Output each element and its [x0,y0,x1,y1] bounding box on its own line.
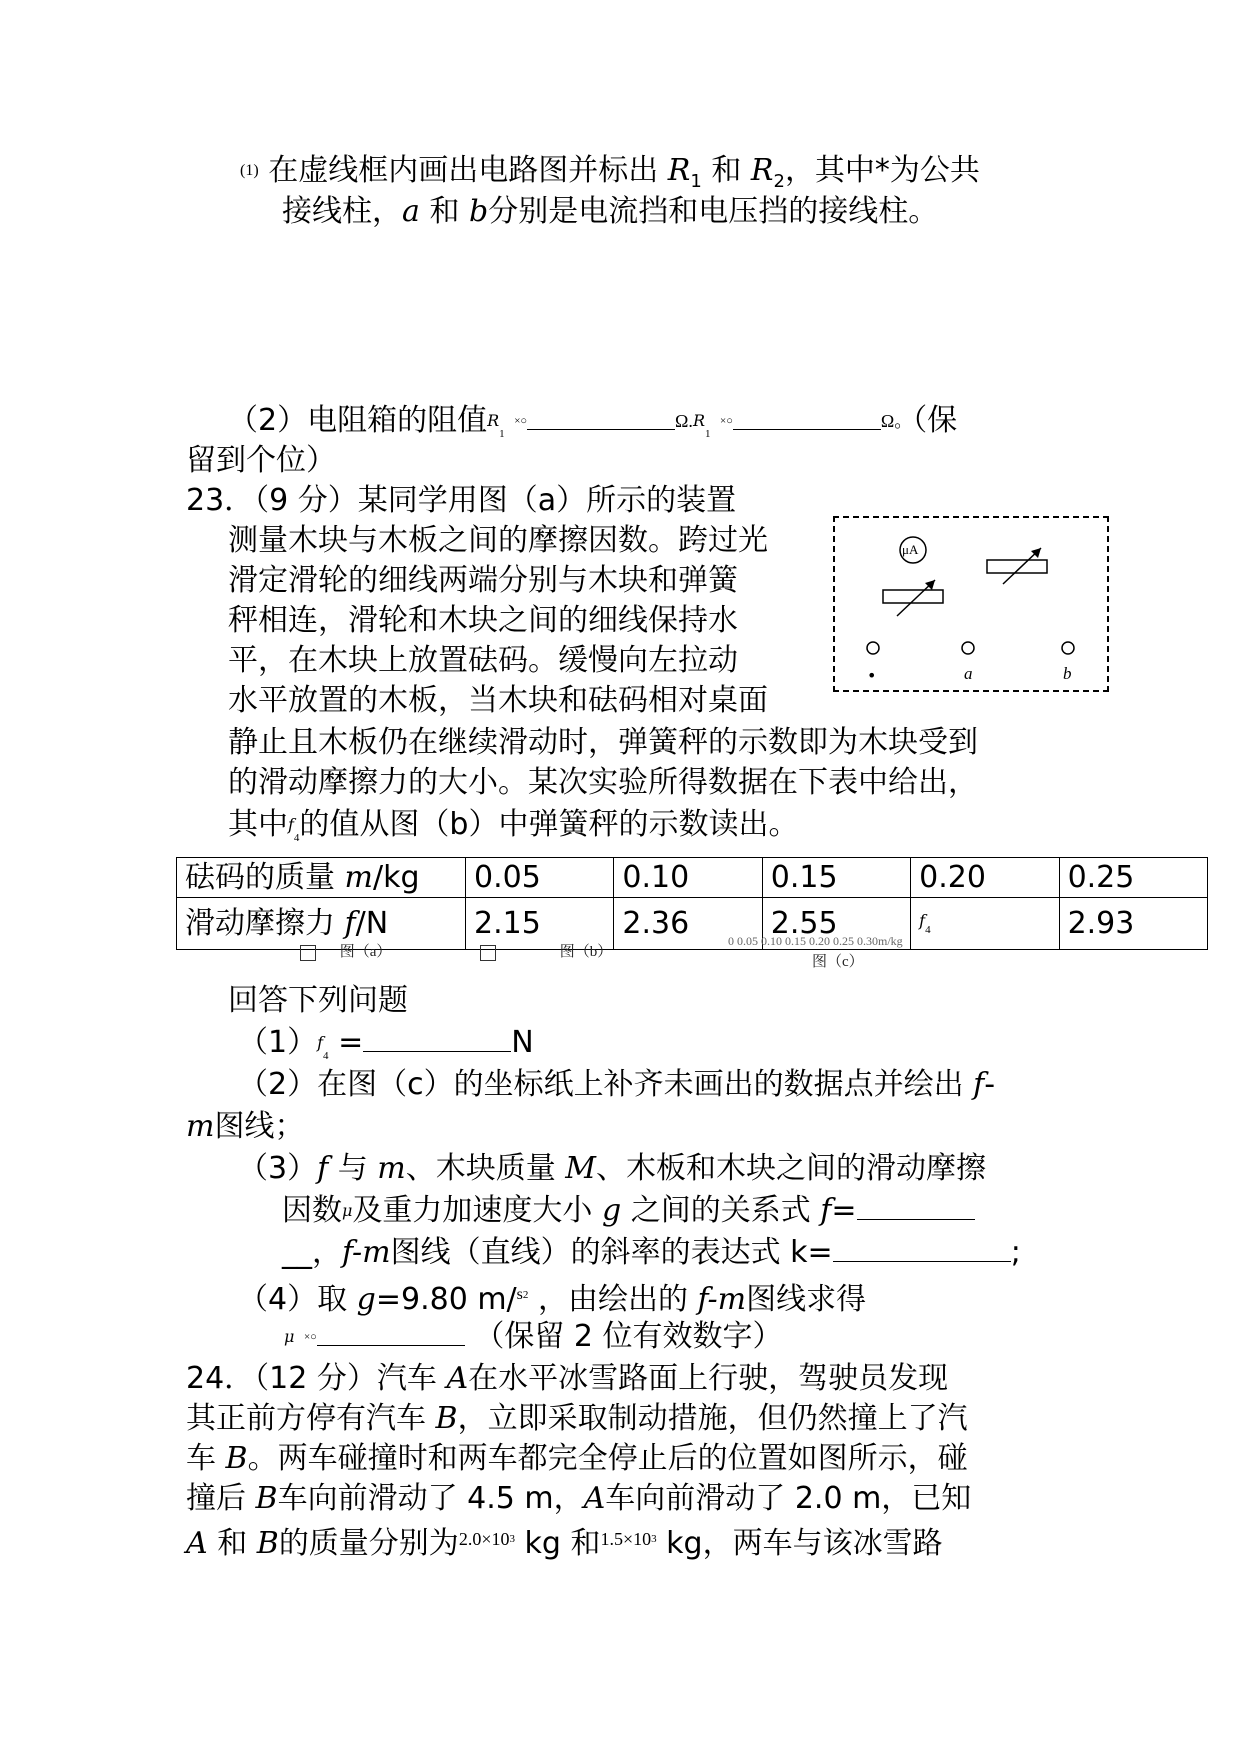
q23-answer-4-line1: （4）取 g=9.80 m/$^{s2}$ ，由绘出的 f-m图线求得 [238,1282,867,1317]
terminal-common [867,642,879,654]
q22-part1-line1: $^{(1)}$ 在虚线框内画出电路图并标出 $R_1$ 和 $R_2$，其中*为公共 [240,153,980,192]
q23-line5: 平，在木块上放置砝码。缓慢向左拉动 [228,643,738,678]
fig-c-caption: 图（c） [812,954,864,970]
q23-answer-3-line2: 因数$^\mu$及重力加速度大小 g 之间的关系式 f= [282,1192,975,1230]
table-header-friction: 滑动摩擦力 f/N [177,898,466,950]
q22-part1-line2: 接线柱，a 和 b分别是电流挡和电压挡的接线柱。 [282,194,939,229]
q23-line6: 水平放置的木板，当木块和砝码相对桌面 [228,683,768,718]
q23-answer-1: $(1)^f_4 = N$ [238,1025,534,1062]
table-cell: 0.20 [911,858,1059,898]
q23-line2: 测量木块与木板之间的摩擦因数。跨过光 [228,523,768,558]
q23-line1: 23．（9 分）某同学用图（a）所示的装置 [186,483,737,518]
q24-line4: 撞后 B车向前滑动了 4.5 m，A车向前滑动了 2.0 m，已知 [186,1481,972,1516]
table-cell: 0.05 [466,858,614,898]
q23-answer-2-line1: （2）在图（c）的坐标纸上补齐未画出的数据点并绘出 f- [238,1067,996,1102]
q24-line3: 车 B。两车碰撞时和两车都完全停止后的位置如图所示，碰 [186,1441,968,1476]
q23-line8: 的滑动摩擦力的大小。某次实验所得数据在下表中给出， [228,765,978,800]
answer-blank-f4[interactable] [363,1025,511,1052]
answer-blank-r2[interactable] [733,403,881,430]
table-cell: 2.55 [762,898,910,950]
q22-part1-number: (1) [240,162,259,179]
table-cell: 2.15 [466,898,614,950]
table-cell: 0.10 [614,858,762,898]
circuit-diagram-box [833,516,1109,692]
q23-line9: 其中$^f_4$的值从图（b）中弹簧秤的示数读出。 [228,807,799,844]
table-cell: 2.36 [614,898,762,950]
terminal-b-label: b [1063,664,1072,683]
table-cell: 0.25 [1059,858,1207,898]
table-row [177,858,1208,898]
answer-blank-slope[interactable] [833,1235,1011,1262]
table-cell-f4: $f_4$ [911,898,1059,950]
fig-c-axis-labels: 0 0.05 0.10 0.15 0.20 0.25 0.30m/kg [728,934,903,948]
q24-line1: 24．（12 分）汽车 A在水平冰雪路面上行驶，驾驶员发现 [186,1361,949,1396]
q23-answer-3-line3: __，f-m图线（直线）的斜率的表达式 k= ; [282,1235,1021,1270]
q22-part2-line2: 留到个位） [186,443,336,478]
q24-line2: 其正前方停有汽车 B，立即采取制动措施，但仍然撞上了汽 [186,1401,968,1436]
table-cell: 2.93 [1059,898,1207,950]
q23-answer-3-line1: （3）f 与 m、木块质量 M、木板和木块之间的滑动摩擦 [238,1151,987,1186]
microammeter-label: μA [902,542,919,557]
q23-line3: 滑定滑轮的细线两端分别与木块和弹簧 [228,563,738,598]
q23-answer-intro: 回答下列问题 [228,983,408,1018]
fig-a-caption: 图（a） [300,940,391,961]
fig-b-caption: 图（b） [480,940,612,961]
data-table [176,857,1208,950]
q23-answer-2-line2: m图线； [186,1109,305,1144]
resistance-box-1-icon [883,580,943,616]
terminal-star-label: • [867,666,877,685]
answer-blank-relation[interactable] [857,1193,975,1220]
terminal-a-label: a [964,664,973,683]
q22-part2-line1: （2）电阻箱的阻值$^R_1$ ×○ $^{\Omega.R}_1$ ×○ $^{\Omega。}$（保 [228,403,958,440]
terminal-b [1062,642,1074,654]
answer-blank-r1[interactable] [527,403,675,430]
resistance-box-2-icon [987,548,1047,584]
q23-line7: 静止且木板仍在继续滑动时，弹簧秤的示数即为木块受到 [228,725,978,760]
answer-blank-mu[interactable] [317,1319,465,1346]
table-cell: 0.15 [762,858,910,898]
terminal-a [962,642,974,654]
table-header-mass: 砝码的质量 m/kg [177,858,466,898]
q23-answer-4-line2: $^\mu$ ×○ （保留 2 位有效数字） [284,1319,783,1354]
q23-line4: 秤相连，滑轮和木块之间的细线保持水 [228,603,738,638]
q24-line5: A 和 B的质量分别为$^{2.0\times 103}$ kg 和$^{1.5\times 103}$ kg，两车与该冰雪路 [186,1526,943,1561]
